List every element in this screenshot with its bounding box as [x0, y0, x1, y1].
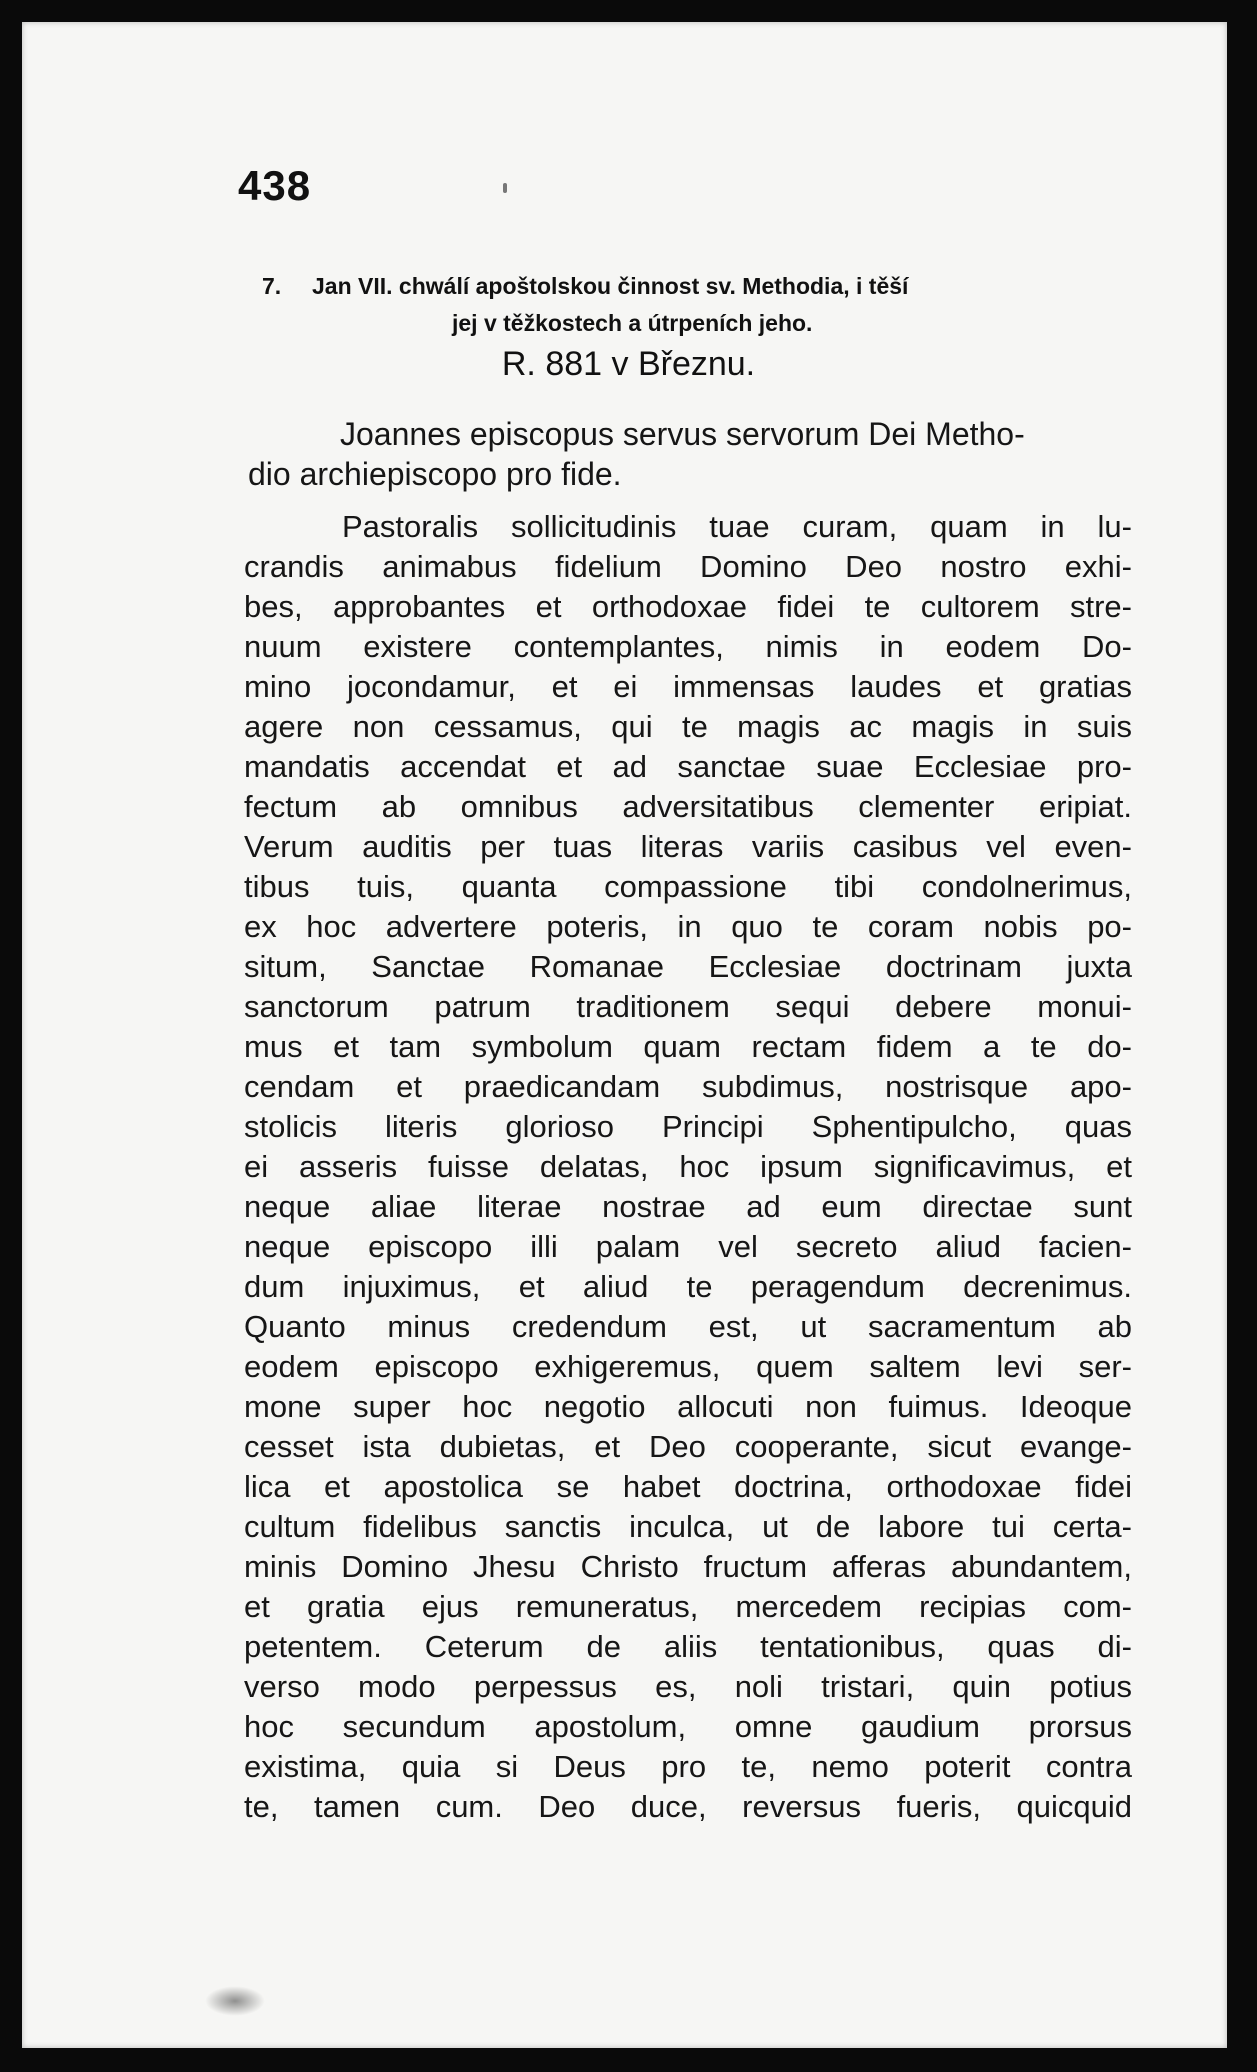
body-line: mino jocondamur, et ei immensas laudes et gratias	[244, 669, 1132, 704]
body-line: hoc secundum apostolum, omne gaudium prorsus	[244, 1709, 1132, 1744]
body-line: Pastoralis sollicitudinis tuae curam, quam in lu-	[342, 509, 1132, 544]
body-line: ei asseris fuisse delatas, hoc ipsum significavimus, et	[244, 1149, 1132, 1184]
summary-number: 7.	[262, 273, 282, 299]
letter-body	[244, 507, 1132, 1827]
addressee-line: Joannes episcopus servus servorum Dei Metho-	[340, 416, 1025, 452]
body-line: situm, Sanctae Romanae Ecclesiae doctrinam juxta	[244, 949, 1132, 984]
body-line: cendam et praedicandam subdimus, nostrisque apo-	[244, 1069, 1132, 1104]
body-line: bes, approbantes et orthodoxae fidei te cultorem stre-	[244, 589, 1132, 624]
body-line: nuum existere contemplantes, nimis in eodem Do-	[244, 629, 1132, 664]
date-heading: R. 881 v Březnu.	[501, 345, 756, 383]
page-number: 438	[238, 162, 312, 209]
body-line: sanctorum patrum traditionem sequi debere monui-	[244, 989, 1132, 1024]
scan-smudge	[205, 1986, 265, 2016]
body-line: lica et apostolica se habet doctrina, orthodoxae fidei	[244, 1469, 1132, 1504]
summary-line-2: jej v těžkostech a útrpeních jeho.	[452, 310, 813, 336]
body-line: verso modo perpessus es, noli tristari, quin potius	[244, 1669, 1132, 1704]
body-line: Quanto minus credendum est, ut sacramentum ab	[244, 1309, 1132, 1344]
body-line: et gratia ejus remuneratus, mercedem recipias com-	[244, 1589, 1132, 1624]
body-line: fectum ab omnibus adversitatibus clementer eripiat.	[244, 789, 1132, 824]
body-line: Verum auditis per tuas literas variis casibus vel even-	[244, 829, 1132, 864]
body-line: mandatis accendat et ad sanctae suae Ecclesiae pro-	[244, 749, 1132, 784]
summary-text-1: Jan VII. chwálí apoštolskou činnost sv. Methodia, i těší	[312, 273, 909, 299]
body-line: agere non cessamus, qui te magis ac magis in suis	[244, 709, 1132, 744]
body-line: cultum fidelibus sanctis inculca, ut de labore tui certa-	[244, 1509, 1132, 1544]
body-line: te, tamen cum. Deo duce, reversus fueris, quicquid	[244, 1789, 1132, 1824]
body-line: crandis animabus fidelium Domino Deo nostro exhi-	[244, 549, 1132, 584]
addressee-line: dio archiepiscopo pro fide.	[248, 456, 622, 492]
body-line: ex hoc advertere poteris, in quo te coram nobis po-	[244, 909, 1132, 944]
summary-line-1	[262, 268, 1142, 305]
body-line: petentem. Ceterum de aliis tentationibus, quas di-	[244, 1629, 1132, 1664]
body-line: mus et tam symbolum quam rectam fidem a te do-	[244, 1029, 1132, 1064]
letter-summary	[262, 268, 1142, 342]
body-line: eodem episcopo exhigeremus, quem saltem levi ser-	[244, 1349, 1132, 1384]
body-line: stolicis literis glorioso Principi Sphentipulcho, quas	[244, 1109, 1132, 1144]
body-line: minis Domino Jhesu Christo fructum afferas abundantem,	[244, 1549, 1132, 1584]
body-line: neque aliae literae nostrae ad eum directae sunt	[244, 1189, 1132, 1224]
body-line: dum injuximus, et aliud te peragendum decrenimus.	[244, 1269, 1132, 1304]
body-line: mone super hoc negotio allocuti non fuimus. Ideoque	[244, 1389, 1132, 1424]
body-line: existima, quia si Deus pro te, nemo poterit contra	[244, 1749, 1132, 1784]
addressee	[248, 414, 1128, 494]
body-line: neque episcopo illi palam vel secreto aliud facien-	[244, 1229, 1132, 1264]
body-line: tibus tuis, quanta compassione tibi condolnerimus,	[244, 869, 1132, 904]
ink-speck	[503, 183, 507, 193]
body-line: cesset ista dubietas, et Deo cooperante, sicut evange-	[244, 1429, 1132, 1464]
